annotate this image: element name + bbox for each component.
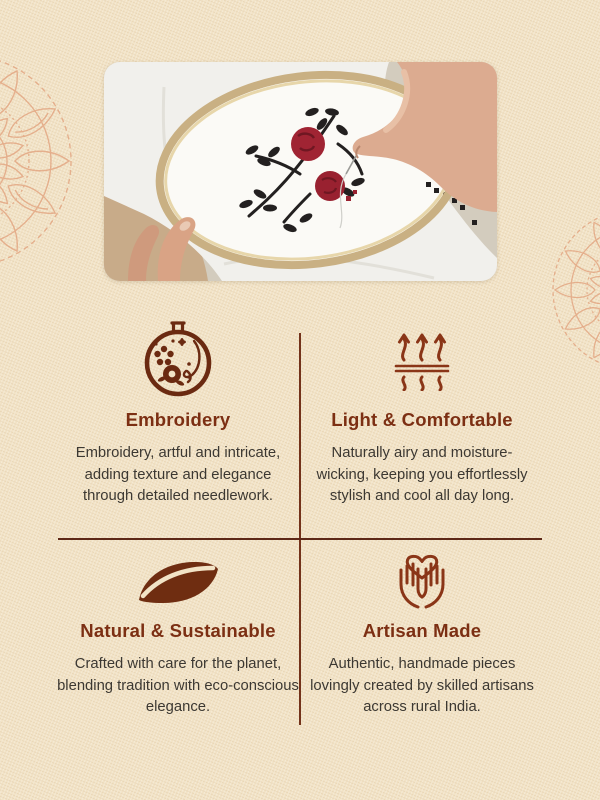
feature-natural-sustainable xyxy=(48,549,308,719)
embroidery-hoop-icon xyxy=(48,316,308,402)
feature-description: Crafted with care for the planet, blending tradition with eco-conscious elegance. xyxy=(57,656,299,716)
breathability-arrows-icon xyxy=(292,316,552,402)
feature-title: Light & Comfortable xyxy=(331,409,513,430)
feature-light-comfortable xyxy=(292,316,552,508)
feature-description: Embroidery, artful and intricate, adding texture and elegance through detailed needlework. xyxy=(75,445,281,505)
vertical-divider xyxy=(299,333,301,725)
leaf-icon xyxy=(48,549,308,613)
feature-description: Authentic, handmade pieces lovingly created by skilled artisans across rural India. xyxy=(310,656,534,716)
feature-title: Artisan Made xyxy=(362,620,482,641)
feature-title: Natural & Sustainable xyxy=(80,620,276,641)
feature-title: Embroidery xyxy=(125,409,231,430)
hands-holding-heart-icon xyxy=(292,549,552,613)
horizontal-divider xyxy=(58,538,542,540)
feature-description: Naturally airy and moisture-wicking, keeping you effortlessly stylish and cool all day long. xyxy=(316,445,528,505)
mandala-decoration-right xyxy=(545,202,600,378)
feature-artisan-made xyxy=(292,549,552,719)
mandala-decoration-left xyxy=(0,46,80,276)
feature-embroidery xyxy=(48,316,308,508)
embroidery-photo-illustration xyxy=(104,62,497,281)
embroidery-photo xyxy=(104,62,497,281)
